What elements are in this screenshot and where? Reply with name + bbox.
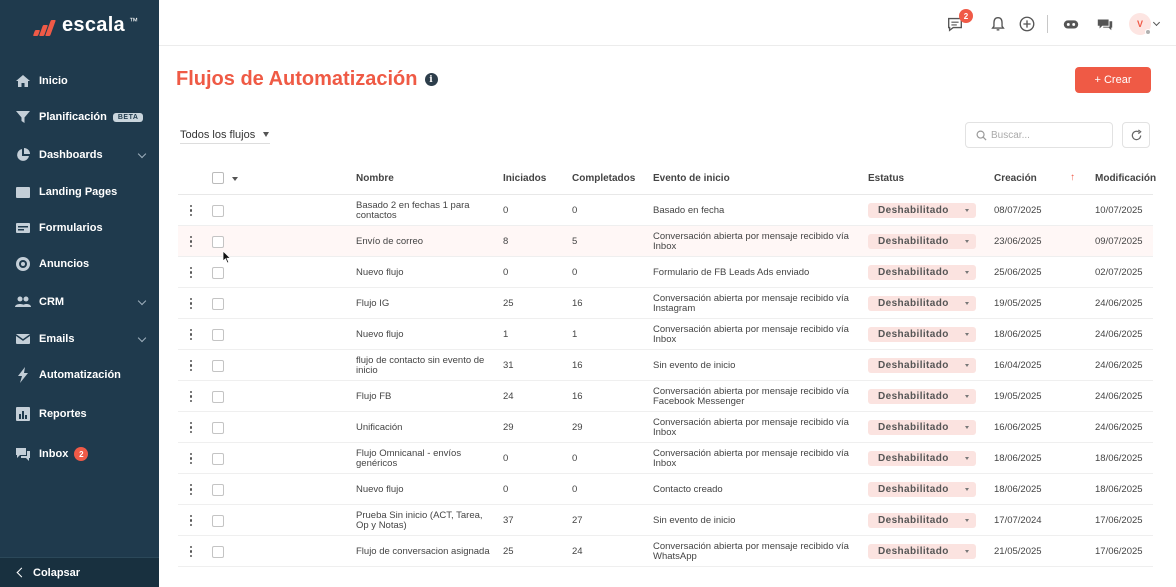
- row-menu-icon[interactable]: [186, 474, 196, 505]
- column-header-created[interactable]: Creación: [994, 173, 1037, 184]
- mouse-cursor-icon: [222, 250, 232, 264]
- completed-count: 0: [572, 452, 578, 464]
- sidebar-item-label: Dashboards: [39, 149, 103, 161]
- start-event: Contacto creado: [653, 483, 723, 495]
- completed-count: 0: [572, 483, 578, 495]
- sidebar: [0, 0, 159, 587]
- status-cell: [868, 288, 976, 319]
- modified-date: 24/06/2025: [1095, 390, 1143, 402]
- row-menu-icon[interactable]: [186, 443, 196, 474]
- robot-icon: [1062, 15, 1080, 33]
- started-count: 31: [503, 359, 514, 371]
- table-row[interactable]: [178, 350, 1153, 381]
- row-menu-icon[interactable]: [186, 319, 196, 350]
- table-row[interactable]: [178, 412, 1153, 443]
- completed-count: 0: [572, 266, 578, 278]
- start-event: Conversación abierta por mensaje recibido vía Inbox: [653, 230, 849, 252]
- collapse-label: Colapsar: [33, 566, 81, 579]
- row-menu-icon[interactable]: [186, 226, 196, 257]
- flow-name[interactable]: Flujo FB: [356, 390, 392, 402]
- status-select[interactable]: [868, 265, 976, 280]
- sidebar-item-label: Emails: [39, 333, 75, 345]
- notifications-button[interactable]: [988, 14, 1008, 34]
- sidebar-item-emails[interactable]: [0, 323, 159, 355]
- row-checkbox[interactable]: [212, 205, 224, 217]
- status-value: Deshabilitado: [878, 514, 949, 526]
- sidebar-item-label: Planificación: [39, 111, 107, 123]
- sidebar-item-label: CRM: [39, 296, 65, 308]
- caret-down-icon: [965, 240, 969, 243]
- created-date: 18/06/2025: [994, 328, 1042, 340]
- row-menu-icon[interactable]: [186, 257, 196, 288]
- plus-circle-icon: [1018, 15, 1036, 33]
- pie-chart-icon: [15, 147, 31, 163]
- filter-icon: [15, 109, 31, 125]
- assistant-button[interactable]: [1061, 14, 1081, 34]
- caret-down-icon: [965, 364, 969, 367]
- flow-name[interactable]: Nuevo flujo: [356, 483, 404, 495]
- created-date: 17/07/2024: [994, 514, 1042, 526]
- status-select[interactable]: [868, 389, 976, 404]
- modified-date: 02/07/2025: [1095, 266, 1143, 278]
- table-row[interactable]: [178, 505, 1153, 536]
- logo[interactable]: [32, 14, 138, 37]
- status-select[interactable]: [868, 327, 976, 342]
- chevron-down-icon[interactable]: [1153, 19, 1160, 26]
- start-event: Conversación abierta por mensaje recibido vía Inbox: [653, 323, 849, 345]
- status-select[interactable]: [868, 358, 976, 373]
- page-title-text: Flujos de Automatización: [176, 68, 418, 90]
- started-count: 0: [503, 483, 509, 495]
- bell-icon: [989, 15, 1007, 33]
- status-select[interactable]: [868, 451, 976, 466]
- status-cell: [868, 474, 976, 505]
- beta-badge: BETA: [113, 113, 144, 122]
- start-event: Conversación abierta por mensaje recibido vía Facebook Messenger: [653, 385, 849, 407]
- modified-date: 24/06/2025: [1095, 359, 1143, 371]
- status-cell: [868, 257, 976, 288]
- completed-count: 24: [572, 545, 583, 557]
- modified-date: 24/06/2025: [1095, 421, 1143, 433]
- chat-button[interactable]: [945, 11, 969, 34]
- collapse-sidebar-button[interactable]: [0, 557, 159, 587]
- row-menu-icon[interactable]: [186, 195, 196, 226]
- completed-count: 27: [572, 514, 583, 526]
- status-select[interactable]: [868, 513, 976, 528]
- logo-mark-icon: [32, 16, 58, 36]
- flow-name[interactable]: Flujo IG: [356, 297, 390, 309]
- table-row[interactable]: [178, 443, 1153, 474]
- table-body: [178, 195, 1153, 567]
- inbox-count-badge: 2: [74, 447, 88, 461]
- sidebar-item-crm[interactable]: [0, 286, 159, 318]
- created-date: 16/04/2025: [994, 359, 1042, 371]
- users-icon: [15, 294, 31, 310]
- modified-date: 09/07/2025: [1095, 235, 1143, 247]
- sidebar-item-anuncios[interactable]: [0, 248, 159, 280]
- sidebar-item-reportes[interactable]: [0, 398, 159, 430]
- status-value: Deshabilitado: [878, 235, 949, 247]
- row-checkbox[interactable]: [212, 298, 224, 310]
- table-row[interactable]: [178, 288, 1153, 319]
- modified-date: 18/06/2025: [1095, 483, 1143, 495]
- mail-icon: [15, 331, 31, 347]
- status-cell: [868, 505, 976, 536]
- created-date: 08/07/2025: [994, 204, 1042, 216]
- status-value: Deshabilitado: [878, 452, 949, 464]
- refresh-icon: [1130, 129, 1143, 142]
- caret-down-icon: [965, 426, 969, 429]
- completed-count: 16: [572, 390, 583, 402]
- row-checkbox[interactable]: [212, 329, 224, 341]
- home-icon: [15, 73, 31, 89]
- create-button[interactable]: + Crear: [1075, 67, 1151, 93]
- sidebar-item-label: Inicio: [39, 75, 68, 87]
- table-row[interactable]: [178, 319, 1153, 350]
- caret-down-icon: [965, 395, 969, 398]
- sidebar-item-label: Automatización: [39, 369, 121, 381]
- status-value: Deshabilitado: [878, 483, 949, 495]
- chevron-left-icon: [17, 568, 27, 578]
- flow-name[interactable]: Basado 2 en fechas 1 para contactos: [356, 199, 470, 221]
- sidebar-item-automatizacion[interactable]: [0, 359, 159, 391]
- started-count: 0: [503, 204, 509, 216]
- form-icon: [15, 220, 31, 236]
- completed-count: 1: [572, 328, 578, 340]
- row-menu-icon[interactable]: [186, 288, 196, 319]
- row-checkbox[interactable]: [212, 267, 224, 279]
- column-header-status[interactable]: Estatus: [868, 173, 905, 184]
- modified-date: 10/07/2025: [1095, 204, 1143, 216]
- row-menu-icon[interactable]: [186, 381, 196, 412]
- topbar-divider: [1047, 15, 1048, 33]
- caret-down-icon: [965, 333, 969, 336]
- start-event: Sin evento de inicio: [653, 514, 736, 526]
- chevron-down-icon: [138, 297, 146, 305]
- status-select[interactable]: [868, 544, 976, 559]
- column-header-event[interactable]: Evento de inicio: [653, 173, 730, 184]
- row-checkbox[interactable]: [212, 360, 224, 372]
- started-count: 25: [503, 297, 514, 309]
- start-event: Conversación abierta por mensaje recibido vía WhatsApp: [653, 540, 849, 562]
- flow-name[interactable]: flujo de contacto sin evento de inicio: [356, 354, 485, 376]
- chat-count-badge: 2: [959, 9, 973, 23]
- status-cell: [868, 412, 976, 443]
- row-checkbox[interactable]: [212, 236, 224, 248]
- caret-down-icon: [965, 209, 969, 212]
- table-row[interactable]: [178, 381, 1153, 412]
- started-count: 37: [503, 514, 514, 526]
- flow-filter-select[interactable]: [180, 126, 270, 144]
- start-event: Conversación abierta por mensaje recibido vía Instagram: [653, 292, 849, 314]
- sidebar-item-landing-pages[interactable]: [0, 176, 159, 208]
- caret-down-icon: [965, 302, 969, 305]
- search-icon: [976, 130, 987, 141]
- chevron-down-icon: [138, 150, 146, 158]
- status-select[interactable]: [868, 234, 976, 249]
- started-count: 8: [503, 235, 509, 247]
- flow-name[interactable]: Nuevo flujo: [356, 266, 404, 278]
- status-value: Deshabilitado: [878, 204, 949, 216]
- status-value: Deshabilitado: [878, 266, 949, 278]
- sidebar-item-formularios[interactable]: [0, 212, 159, 244]
- start-event: Formulario de FB Leads Ads enviado: [653, 266, 810, 278]
- column-header-name[interactable]: Nombre: [356, 173, 394, 184]
- row-checkbox[interactable]: [212, 422, 224, 434]
- sidebar-item-inbox[interactable]: [0, 438, 159, 470]
- completed-count: 29: [572, 421, 583, 433]
- row-checkbox[interactable]: [212, 546, 224, 558]
- created-date: 18/06/2025: [994, 452, 1042, 464]
- sidebar-item-label: Landing Pages: [39, 186, 118, 198]
- sidebar-item-label: Reportes: [39, 408, 87, 420]
- status-cell: [868, 319, 976, 350]
- column-header-started[interactable]: Iniciados: [503, 173, 547, 184]
- created-date: 21/05/2025: [994, 545, 1042, 557]
- topbar: [159, 0, 1176, 46]
- search-box[interactable]: [965, 122, 1113, 148]
- modified-date: 17/06/2025: [1095, 545, 1143, 557]
- row-menu-icon[interactable]: [186, 412, 196, 443]
- start-event: Conversación abierta por mensaje recibido vía Inbox: [653, 447, 849, 469]
- modified-date: 18/06/2025: [1095, 452, 1143, 464]
- caret-down-icon: [965, 457, 969, 460]
- start-event: Conversación abierta por mensaje recibido vía Inbox: [653, 416, 849, 438]
- table-row[interactable]: [178, 536, 1153, 567]
- table-row[interactable]: [178, 226, 1153, 257]
- flow-name[interactable]: Flujo de conversacion asignada: [356, 545, 490, 557]
- sidebar-item-dashboards[interactable]: [0, 139, 159, 171]
- row-checkbox[interactable]: [212, 453, 224, 465]
- created-date: 18/06/2025: [994, 483, 1042, 495]
- status-cell: [868, 226, 976, 257]
- status-value: Deshabilitado: [878, 545, 949, 557]
- bulk-actions-caret-icon[interactable]: [232, 177, 238, 181]
- flow-name[interactable]: Prueba Sin inicio (ACT, Tarea, Op y Notas): [356, 509, 483, 531]
- table-header: [178, 162, 1157, 195]
- select-all-checkbox[interactable]: [212, 172, 224, 184]
- flow-name[interactable]: Unificación: [356, 421, 403, 433]
- status-value: Deshabilitado: [878, 328, 949, 340]
- completed-count: 16: [572, 297, 583, 309]
- flow-name[interactable]: Flujo Omnicanal - envíos genéricos: [356, 447, 462, 469]
- sidebar-item-inicio[interactable]: [0, 65, 159, 97]
- column-header-completed[interactable]: Completados: [572, 173, 636, 184]
- modified-date: 24/06/2025: [1095, 328, 1143, 340]
- info-icon[interactable]: i: [425, 73, 438, 86]
- start-event: Sin evento de inicio: [653, 359, 736, 371]
- caret-down-icon: [965, 550, 969, 553]
- row-menu-icon[interactable]: [186, 505, 196, 536]
- flow-name[interactable]: Envío de correo: [356, 235, 424, 247]
- status-select[interactable]: [868, 420, 976, 435]
- caret-down-icon: [965, 519, 969, 522]
- caret-down-icon: [263, 132, 269, 137]
- landing-page-icon: [15, 184, 31, 200]
- status-value: Deshabilitado: [878, 421, 949, 433]
- modified-date: 24/06/2025: [1095, 297, 1143, 309]
- status-select[interactable]: [868, 482, 976, 497]
- caret-down-icon: [965, 488, 969, 491]
- started-count: 25: [503, 545, 514, 557]
- sidebar-item-label: Formularios: [39, 222, 103, 234]
- support-button[interactable]: [1095, 14, 1115, 34]
- status-select[interactable]: [868, 203, 976, 218]
- report-icon: [15, 406, 31, 422]
- created-date: 19/05/2025: [994, 390, 1042, 402]
- modified-date: 17/06/2025: [1095, 514, 1143, 526]
- sidebar-item-planificacion[interactable]: [0, 101, 159, 133]
- table-row[interactable]: [178, 474, 1153, 505]
- status-cell: [868, 381, 976, 412]
- created-date: 19/05/2025: [994, 297, 1042, 309]
- flow-filter-value: Todos los flujos: [180, 128, 256, 141]
- created-date: 23/06/2025: [994, 235, 1042, 247]
- status-cell: [868, 536, 976, 567]
- chevron-down-icon: [138, 334, 146, 342]
- row-checkbox[interactable]: [212, 391, 224, 403]
- table-row[interactable]: [178, 257, 1153, 288]
- flows-table: [178, 162, 1157, 567]
- column-header-modified[interactable]: Modificación: [1095, 173, 1157, 184]
- completed-count: 5: [572, 235, 578, 247]
- completed-count: 16: [572, 359, 583, 371]
- created-date: 25/06/2025: [994, 266, 1042, 278]
- support-chat-icon: [1096, 15, 1114, 33]
- row-checkbox[interactable]: [212, 484, 224, 496]
- avatar[interactable]: [1129, 13, 1151, 35]
- row-checkbox[interactable]: [212, 515, 224, 527]
- status-value: Deshabilitado: [878, 390, 949, 402]
- status-cell: [868, 195, 976, 226]
- flow-name[interactable]: Nuevo flujo: [356, 328, 404, 340]
- status-dot-icon: [1145, 29, 1151, 35]
- status-value: Deshabilitado: [878, 359, 949, 371]
- bolt-icon: [15, 367, 31, 383]
- status-value: Deshabilitado: [878, 297, 949, 309]
- started-count: 1: [503, 328, 509, 340]
- status-select[interactable]: [868, 296, 976, 311]
- created-date: 16/06/2025: [994, 421, 1042, 433]
- ads-icon: [15, 256, 31, 272]
- sidebar-item-label: Inbox: [39, 448, 69, 460]
- started-count: 0: [503, 452, 509, 464]
- row-menu-icon[interactable]: [186, 536, 196, 567]
- sidebar-item-label: Anuncios: [39, 258, 90, 270]
- search-input[interactable]: [991, 130, 1101, 141]
- caret-down-icon: [965, 271, 969, 274]
- started-count: 24: [503, 390, 514, 402]
- brand-name: escala: [62, 14, 125, 36]
- inbox-icon: [15, 446, 31, 462]
- sort-ascending-icon[interactable]: ↑: [1070, 172, 1075, 183]
- status-cell: [868, 350, 976, 381]
- started-count: 29: [503, 421, 514, 433]
- row-menu-icon[interactable]: [186, 350, 196, 381]
- avatar-initial: V: [1136, 19, 1143, 29]
- add-button[interactable]: [1017, 14, 1037, 34]
- page-title: [176, 68, 438, 91]
- table-row[interactable]: [178, 195, 1153, 226]
- brand-trademark: ™: [128, 15, 138, 26]
- status-cell: [868, 443, 976, 474]
- completed-count: 0: [572, 204, 578, 216]
- start-event: Basado en fecha: [653, 204, 725, 216]
- refresh-button[interactable]: [1122, 122, 1150, 148]
- started-count: 0: [503, 266, 509, 278]
